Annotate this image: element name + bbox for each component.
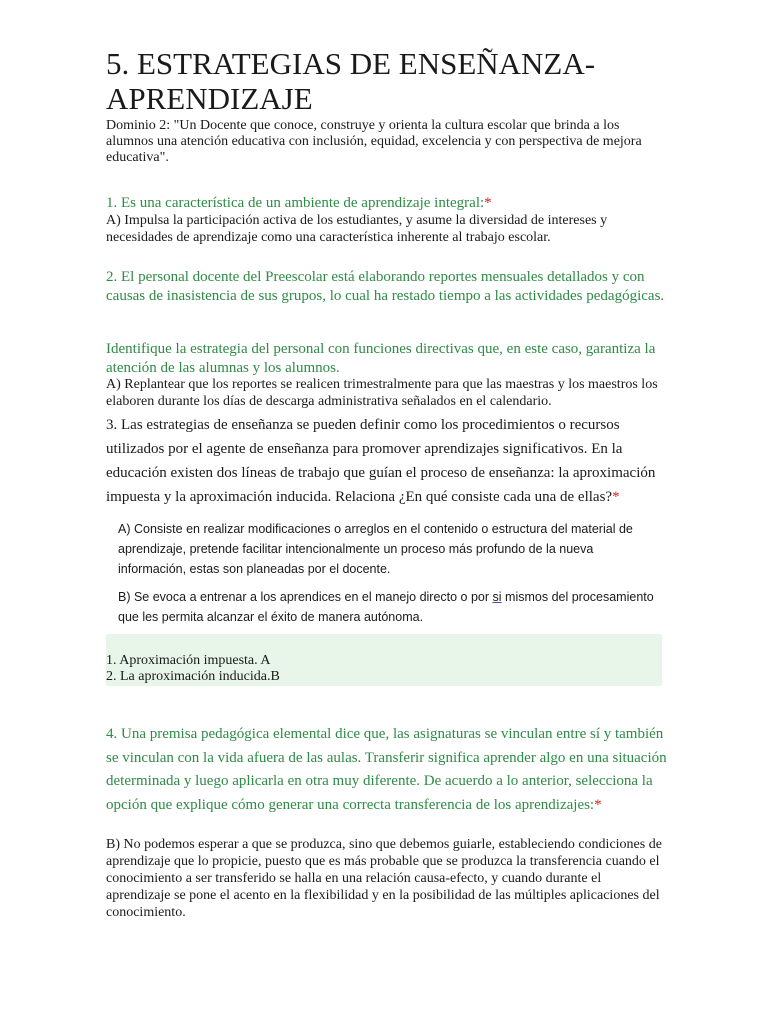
option-a: A) Consiste en realizar modificaciones o arreglos en el contenido o estructura del material de aprendizaje, pretende facilitar intencionalmente un proceso más profundo de la nueva información, estas son planeadas por el docente. bbox=[118, 522, 633, 576]
question-1-text: 1. Es una característica de un ambiente de aprendizaje integral: bbox=[106, 195, 485, 211]
question-4 bbox=[106, 723, 676, 817]
option-b bbox=[118, 587, 658, 627]
answer-3-line-2: 2. La aproximación inducida.B bbox=[106, 669, 280, 684]
answer-2: A) Replantear que los reportes se realicen trimestralmente para que las maestras y los maestros los elaboren durante los días de descarga administrativa señalados en el calendario. bbox=[106, 377, 658, 409]
question-1 bbox=[106, 195, 666, 212]
question-3-text: 3. Las estrategias de enseñanza se pueden definir como los procedimientos o recursos utilizados por el agente de enseñanza para promover aprendizajes significativos. En la educación existen dos líneas de trabajo que guían el proceso de enseñanza: la aproximación impuesta y la aproximación inducida. Relaciona ¿En qué consiste cada una de ellas? bbox=[106, 417, 656, 505]
answer-4: B) No podemos esperar a que se produzca, sino que debemos guiarle, estableciendo condiciones de aprendizaje que lo propicie, puesto que es más probable que se produzca la transferencia cuando el conocimiento a ser transferido se halla en una relación causa-efecto, y cuando durante el aprendizaje se pone el acento en la flexibilidad y en la posibilidad de las múltiples aplicaciones del conocimiento. bbox=[106, 837, 662, 920]
question-2: 2. El personal docente del Preescolar está elaborando reportes mensuales detallados y con causas de inasistencia de sus grupos, lo cual ha restado tiempo a las actividades pedagógicas. bbox=[106, 269, 665, 304]
required-mark: * bbox=[484, 195, 492, 211]
required-mark: * bbox=[612, 489, 620, 505]
required-mark: * bbox=[594, 796, 602, 813]
question-4-text: 4. Una premisa pedagógica elemental dice que, las asignaturas se vinculan entre sí y también se vinculan con la vida afuera de las aulas. Transferir significa aprender algo en una situación determinada y luego aplicarla en otra muy diferente. De acuerdo a lo anterior, selecciona la opción que explique cómo generar una correcta transferencia de los aprendizajes: bbox=[106, 726, 667, 813]
option-b-underlined-word: si bbox=[492, 590, 502, 604]
question-3 bbox=[106, 413, 666, 509]
answer-3-box bbox=[106, 634, 662, 686]
answer-3-line-1: 1. Aproximación impuesta. A bbox=[106, 653, 271, 668]
option-b-text-start: B) Se evoca a entrenar a los aprendices en el manejo directo o por bbox=[118, 590, 493, 604]
domain-statement: Dominio 2: "Un Docente que conoce, construye y orienta la cultura escolar que brinda a los alumnos una atención educativa con inclusión, equidad, excelencia y con perspectiva de mejora educativa". bbox=[106, 118, 642, 165]
question-2-prompt: Identifique la estrategia del personal con funciones directivas que, en este caso, garantiza la atención de las alumnas y los alumnos. bbox=[106, 341, 656, 376]
page-title: 5. ESTRATEGIAS DE ENSEÑANZA-APRENDIZAJE bbox=[106, 46, 596, 116]
answer-1: A) Impulsa la participación activa de los estudiantes, y asume la diversidad de intereses y necesidades de aprendizaje como una característica inherente al trabajo escolar. bbox=[106, 213, 608, 245]
option-b-text-end: mismos del procesamiento que les permita alcanzar el éxito de manera autónoma. bbox=[118, 590, 654, 624]
